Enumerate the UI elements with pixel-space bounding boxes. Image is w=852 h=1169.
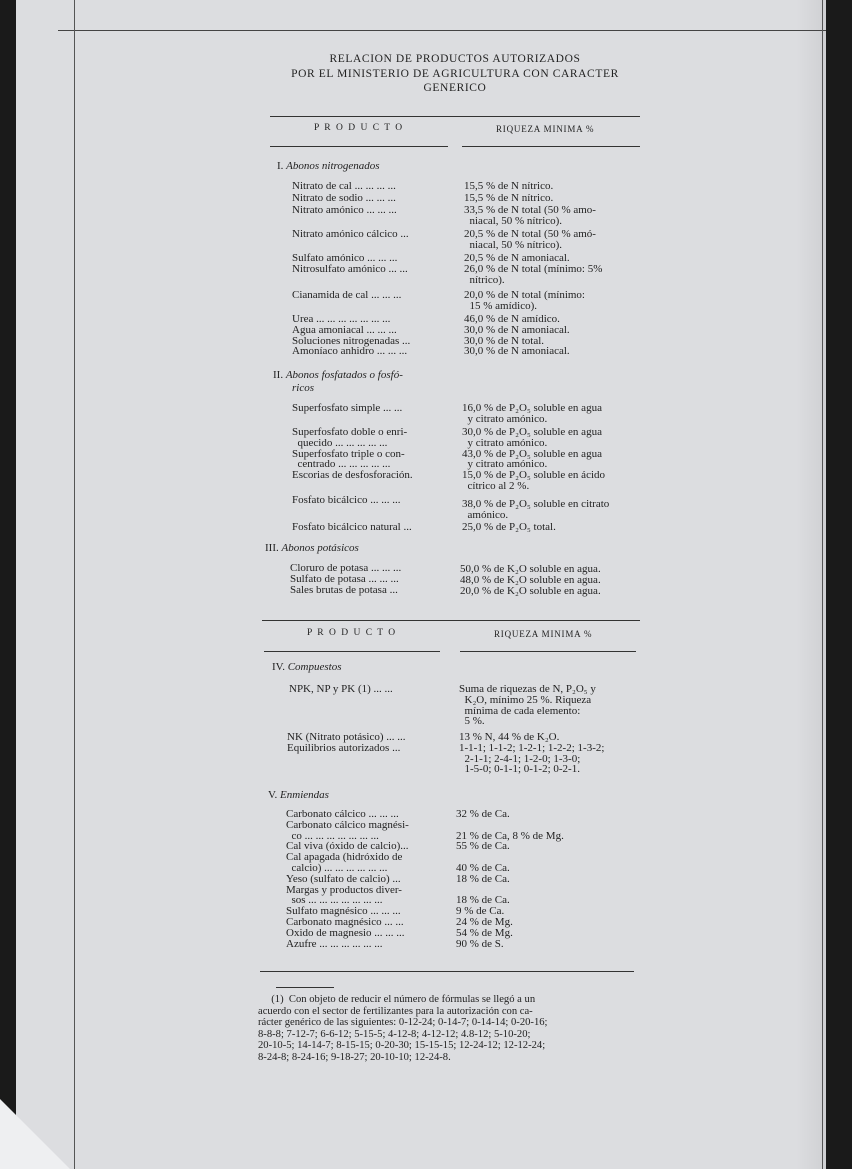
value-row-5: 20,5 % de N amoniacal. 26,0 % de N total (mínimo: 5% nítrico).	[464, 252, 603, 286]
product-row-11: Fosfato bicálcico natural ...	[292, 521, 412, 533]
table1-header-min: RIQUEZA MINIMA %	[496, 124, 595, 134]
value-row-11: 25,0 % de P₂O₅ total.	[462, 521, 556, 533]
section-5-number: V.	[268, 789, 278, 801]
section-1-number: I.	[277, 160, 284, 172]
product-row-14: NK (Nitrato potásico) ... ... Equilibrios autorizados ...	[287, 731, 406, 754]
title-line-3: GENERICO	[423, 82, 487, 94]
product-row-10: Fosfato bicálcico ... ... ...	[292, 494, 401, 506]
section-2-name-line-2: ricos	[292, 382, 314, 394]
frame-top-border	[58, 30, 826, 31]
table2-header-rule-right	[460, 651, 636, 652]
product-row-5: Sulfato amónico ... ... ... Nitrosulfato amónico ... ...	[292, 252, 408, 275]
title-line-2: POR EL MINISTERIO DE AGRICULTURA CON CARACTER	[291, 67, 619, 80]
section-5-name: Enmiendas	[280, 789, 329, 801]
value-row-2: 15,5 % de N nítrico.	[464, 192, 554, 204]
product-row-9: Superfosfato doble o enri- quecido ... ... ... ... ... Superfosfato triple o con- centrado ... ... ... ... ... Escorias de desfosforación.	[292, 426, 413, 482]
frame-top-stub	[74, 0, 76, 30]
value-row-1: 15,5 % de N nítrico.	[464, 180, 554, 192]
value-row-14: 13 % N, 44 % de K₂O. 1-1-1; 1-1-2; 1-2-1; 1-2-2; 1-3-2; 2-1-1; 2-4-1; 1-2-0; 1-3-0; 1-5-0; 0-1-1; 0-1-2; 0-2-1.	[459, 731, 605, 776]
section-2-heading	[273, 369, 403, 381]
value-row-15: 32 % de Ca. 21 % de Ca, 8 % de Mg. 55 % de Ca. 40 % de Ca. 18 % de Ca. 18 % de Ca. 9 % de Ca. 24 % de Mg. 54 % de Mg. 90 % de S.	[456, 808, 564, 950]
section-2-name: Abonos fosfatados o fosfó-	[285, 369, 403, 381]
page-title	[240, 52, 670, 96]
section-2-number: II.	[273, 369, 284, 381]
product-row-6: Cianamida de cal ... ... ...	[292, 289, 402, 301]
value-row-9: 30,0 % de P₂O₅ soluble en agua y citrato amónico. 43,0 % de P₂O₅ soluble en agua y citrato amónico. 15,0 % de P₂O₅ soluble en ácido cítrico al 2 %.	[462, 426, 606, 492]
table2-top-rule	[262, 620, 640, 621]
table1-header-rule-right	[462, 146, 640, 147]
value-row-7: 46,0 % de N amídico. 30,0 % de N amoniacal. 30,0 % de N total. 30,0 % de N amoniacal.	[464, 313, 570, 358]
product-row-13: NPK, NP y PK (1) ... ...	[289, 683, 393, 695]
section-5-heading	[268, 789, 329, 801]
table2-header-product: P R O D U C T O	[307, 628, 397, 638]
value-row-12: 50,0 % de K₂O soluble en agua. 48,0 % de K₂O soluble en agua. 20,0 % de K₂O soluble en agua.	[460, 563, 601, 597]
footnote-text: (1) Con objeto de reducir el número de fórmulas se llegó a un acuerdo con el sector de fertilizantes para la autorización con ca- rácter genérico de las siguientes: 0-12-24; 0-14-7; 0-14-14; 0-20-16; 8-8-8; 7-12-7; 6-6-12; 5-15-5; 4-12-8; 4-12-12; 4.8-12; 5-10-20; 20-10-5; 14-14-7; 8-15-15; 0-20-30; 15-15-15; 12-24-12; 12-12-24; 8-24-8; 8-24-16; 9-18-27; 20-10-10; 12-24-8.	[258, 994, 548, 1063]
section-2-heading-cont	[292, 382, 314, 394]
table1-header-product: P R O D U C T O	[314, 123, 404, 133]
section-4-number: IV.	[272, 661, 285, 673]
footnote-rule	[276, 987, 334, 988]
frame-left-border	[74, 30, 75, 1169]
value-row-6: 20,0 % de N total (mínimo: 15 % amídico).	[464, 289, 585, 312]
table2-bottom-rule	[260, 971, 634, 972]
product-row-7: Urea ... ... ... ... ... ... ... Agua amoniacal ... ... ... Soluciones nitrogenadas ... Amoníaco anhidro ... ... ...	[292, 313, 411, 358]
folded-corner	[0, 1099, 70, 1169]
product-row-15: Carbonato cálcico ... ... ... Carbonato cálcico magnési- co ... ... ... ... ... ... ... Cal viva (óxido de calcio)... Cal apagada (hidróxido de calcio) ... ... ... ... ... ... Yeso (sulfato de calcio) ... Margas y productos diver- sos ... ... ... ... ... ... ... Sulfato magnésico ... ... ... Carbonato magnésico ... ... Oxido de magnesio ... ... ... Azufre ... ... ... ... ... ...	[286, 808, 409, 950]
title-line-1: RELACION DE PRODUCTOS AUTORIZADOS	[329, 53, 581, 65]
product-row-2: Nitrato de sodio ... ... ...	[292, 192, 396, 204]
frame-right-border	[822, 0, 823, 1169]
table1-top-rule	[270, 116, 640, 117]
section-3-heading	[265, 542, 359, 554]
section-3-number: III.	[265, 542, 279, 554]
table1-header-rule-left	[270, 146, 448, 147]
table2-header-rule-left	[264, 651, 440, 652]
product-row-4: Nitrato amónico cálcico ...	[292, 228, 409, 240]
value-row-8: 16,0 % de P₂O₅ soluble en agua y citrato amónico.	[462, 402, 602, 425]
product-row-8: Superfosfato simple ... ...	[292, 402, 403, 414]
section-1-name: Abonos nitrogenados	[286, 160, 380, 172]
section-1-heading	[277, 160, 380, 172]
section-3-name: Abonos potásicos	[281, 542, 359, 554]
product-row-1: Nitrato de cal ... ... ... ...	[292, 180, 396, 192]
section-4-name: Compuestos	[287, 661, 342, 673]
value-row-4: 20,5 % de N total (50 % amó- niacal, 50 % nítrico).	[464, 228, 596, 251]
value-row-10: 38,0 % de P₂O₅ soluble en citrato amónico.	[462, 498, 610, 521]
product-row-12: Cloruro de potasa ... ... ... Sulfato de potasa ... ... ... Sales brutas de potasa ...	[290, 562, 402, 596]
product-row-3: Nitrato amónico ... ... ...	[292, 204, 397, 216]
section-4-heading	[272, 661, 341, 673]
value-row-3: 33,5 % de N total (50 % amo- niacal, 50 % nítrico).	[464, 204, 596, 227]
value-row-13: Suma de riquezas de N, P₂O₅ y K₂O, mínimo 25 %. Riqueza mínima de cada elemento: 5 %.	[459, 683, 596, 728]
table2-header-min: RIQUEZA MINIMA %	[494, 629, 593, 639]
